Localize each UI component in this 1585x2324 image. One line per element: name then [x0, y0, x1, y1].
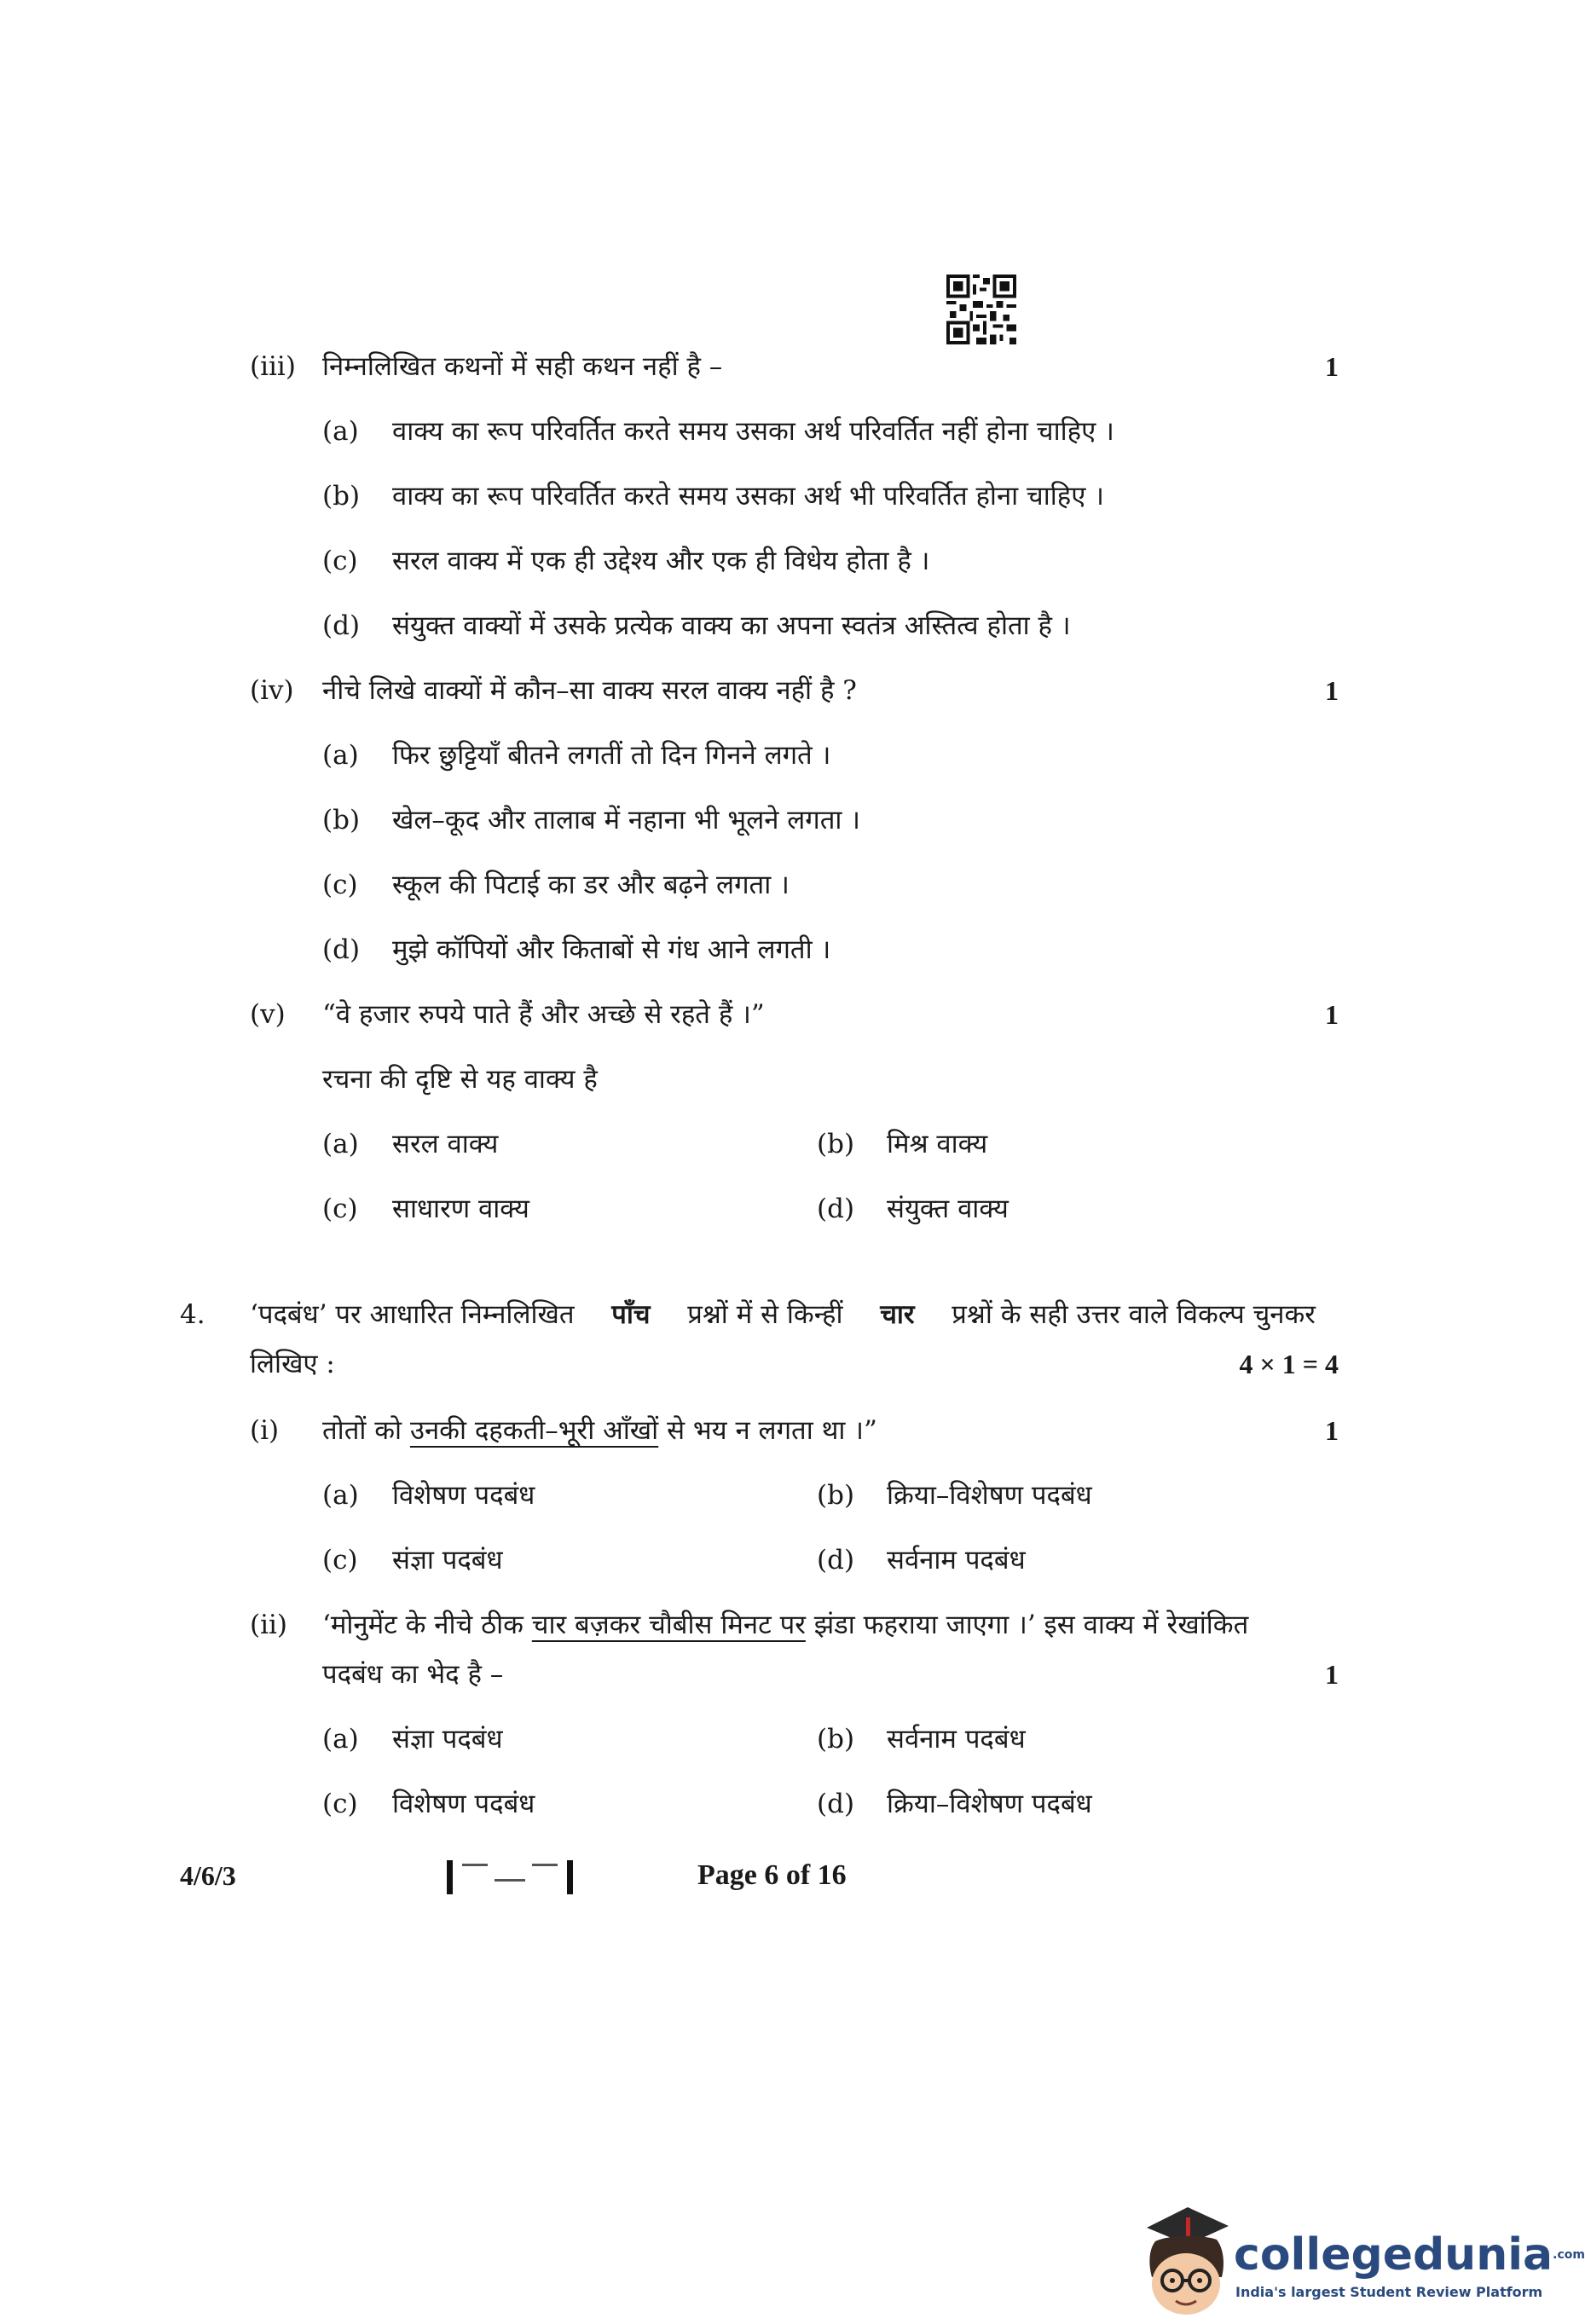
- q4-intro-bold-four: चार: [880, 1299, 915, 1330]
- footer-page-number: Page 6 of 16: [697, 1859, 847, 1891]
- q4-i-text-post: से भय न लगता था ।”: [667, 1415, 877, 1446]
- q3-v-subquestion: रचना की दृष्टि से यह वाक्य है: [322, 1064, 598, 1095]
- q4-i-underlined-phrase: उनकी दहकती–भूरी आँखों: [409, 1415, 659, 1446]
- q4-ii-option-c-label: (c): [322, 1789, 358, 1819]
- q3-iii-option-c-text: सरल वाक्य में एक ही उद्देश्य और एक ही विधेय होता है ।: [392, 546, 930, 576]
- q3-iii-number: (iii): [250, 351, 296, 382]
- logo-tagline: India's largest Student Review Platform: [1235, 2284, 1543, 2300]
- q4-i-option-c-text: संज्ञा पदबंध: [392, 1545, 503, 1575]
- collegedunia-logo: [1130, 2195, 1585, 2324]
- q3-iii-option-b-text: वाक्य का रूप परिवर्तित करते समय उसका अर्थ भी परिवर्तित होना चाहिए ।: [392, 481, 1104, 512]
- q3-v-number: (v): [250, 999, 286, 1030]
- q3-v-option-b-text: मिश्र वाक्य: [887, 1129, 988, 1159]
- q4-total-marks: 4 × 1 = 4: [1239, 1349, 1339, 1379]
- q4-i-option-d-label: (d): [817, 1545, 855, 1575]
- q4-i-text-pre: तोतों को: [322, 1415, 402, 1446]
- q3-iv-question: नीचे लिखे वाक्यों में कौन–सा वाक्य सरल वाक्य नहीं है ?: [322, 675, 857, 706]
- q3-iv-option-a-text: फिर छुट्टियाँ बीतने लगतीं तो दिन गिनने लगते ।: [392, 740, 831, 771]
- q3-iii-option-b-label: (b): [322, 481, 361, 512]
- q4-intro-part-b: प्रश्नों में से किन्हीं: [687, 1299, 843, 1330]
- q3-iv-option-d-label: (d): [322, 934, 361, 965]
- q4-ii-option-a-text: संज्ञा पदबंध: [392, 1724, 503, 1755]
- q4-i-option-c-label: (c): [322, 1545, 358, 1575]
- q4-i-option-a-label: (a): [322, 1480, 359, 1511]
- barcode-icon: [443, 1857, 580, 1898]
- logo-domain-suffix: .com: [1553, 2248, 1585, 2262]
- q4-i-question: [322, 1412, 877, 1449]
- q4-i-option-a-text: विशेषण पदबंध: [392, 1480, 535, 1511]
- q3-v-option-b-label: (b): [817, 1129, 855, 1159]
- q4-intro-part-c: प्रश्नों के सही उत्तर वाले विकल्प चुनकर: [952, 1299, 1316, 1330]
- q3-iii-option-a-text: वाक्य का रूप परिवर्तित करते समय उसका अर्थ परिवर्तित नहीं होना चाहिए ।: [392, 416, 1114, 447]
- q4-ii-underlined-phrase: चार बज़कर चौबीस मिनट पर: [531, 1610, 806, 1640]
- q3-iv-option-b-label: (b): [322, 805, 361, 835]
- q3-iv-number: (iv): [250, 675, 294, 706]
- q4-intro-line2: लिखिए :: [250, 1349, 335, 1379]
- qr-code-icon: [946, 275, 1016, 344]
- q4-i-option-b-label: (b): [817, 1480, 855, 1511]
- q4-ii-text-post: झंडा फहराया जाएगा ।’ इस वाक्य में रेखांकित: [813, 1610, 1249, 1640]
- q4-i-marks: 1: [1325, 1415, 1339, 1446]
- q3-iii-option-c-label: (c): [322, 546, 358, 576]
- logo-brand-name: [1234, 2229, 1585, 2281]
- q4-ii-option-a-label: (a): [322, 1724, 359, 1755]
- q4-ii-number: (ii): [250, 1610, 288, 1640]
- q3-v-option-a-label: (a): [322, 1129, 359, 1159]
- q4-ii-option-c-text: विशेषण पदबंध: [392, 1789, 535, 1819]
- q3-v-option-c-text: साधारण वाक्य: [392, 1194, 529, 1224]
- q4-i-number: (i): [250, 1415, 280, 1446]
- q3-iv-option-a-label: (a): [322, 740, 359, 771]
- q3-v-option-c-label: (c): [322, 1194, 358, 1224]
- q3-v-marks: 1: [1325, 999, 1339, 1030]
- q4-number: 4.: [180, 1299, 205, 1330]
- q4-i-option-b-text: क्रिया–विशेषण पदबंध: [887, 1480, 1092, 1511]
- q4-ii-text-pre: ‘मोनुमेंट के नीचे ठीक: [322, 1610, 524, 1640]
- q3-v-option-d-label: (d): [817, 1194, 855, 1224]
- q4-ii-option-b-label: (b): [817, 1724, 855, 1755]
- q4-ii-option-d-text: क्रिया–विशेषण पदबंध: [887, 1789, 1092, 1819]
- q4-ii-option-b-text: सर्वनाम पदबंध: [887, 1724, 1026, 1755]
- q3-iv-option-c-label: (c): [322, 870, 358, 900]
- q4-intro-bold-five: पाँच: [611, 1299, 651, 1330]
- logo-brand-text: collegedunia: [1234, 2229, 1553, 2281]
- q4-ii-question-line2: पदबंध का भेद है –: [322, 1659, 504, 1690]
- q3-v-option-a-text: सरल वाक्य: [392, 1129, 499, 1159]
- q4-i-option-d-text: सर्वनाम पदबंध: [887, 1545, 1026, 1575]
- q3-iii-option-d-text: संयुक्त वाक्यों में उसके प्रत्येक वाक्य का अपना स्वतंत्र अस्तित्व होता है ।: [392, 610, 1071, 641]
- q3-v-option-d-text: संयुक्त वाक्य: [887, 1194, 1009, 1224]
- student-mascot-icon: [1130, 2195, 1232, 2324]
- q3-iii-marks: 1: [1325, 351, 1339, 382]
- q4-ii-option-d-label: (d): [817, 1789, 855, 1819]
- footer-paper-code: 4/6/3: [180, 1860, 236, 1891]
- q4-ii-marks: 1: [1325, 1659, 1339, 1690]
- q3-iii-question: निम्नलिखित कथनों में सही कथन नहीं है –: [322, 351, 723, 382]
- q3-iv-marks: 1: [1325, 675, 1339, 706]
- q3-iii-option-a-label: (a): [322, 416, 359, 447]
- q4-intro-part-a: ‘पदबंध’ पर आधारित निम्नलिखित: [250, 1299, 575, 1330]
- q3-v-quote: “वे हजार रुपये पाते हैं और अच्छे से रहते हैं ।”: [322, 999, 765, 1030]
- q3-iv-option-c-text: स्कूल की पिटाई का डर और बढ़ने लगता ।: [392, 870, 790, 900]
- q4-ii-question: [322, 1606, 1248, 1644]
- q3-iv-option-d-text: मुझे कॉपियों और किताबों से गंध आने लगती ।: [392, 934, 831, 965]
- q3-iv-option-b-text: खेल–कूद और तालाब में नहाना भी भूलने लगता ।: [392, 805, 861, 835]
- q4-intro-line1: [250, 1296, 1316, 1333]
- q3-iii-option-d-label: (d): [322, 610, 361, 641]
